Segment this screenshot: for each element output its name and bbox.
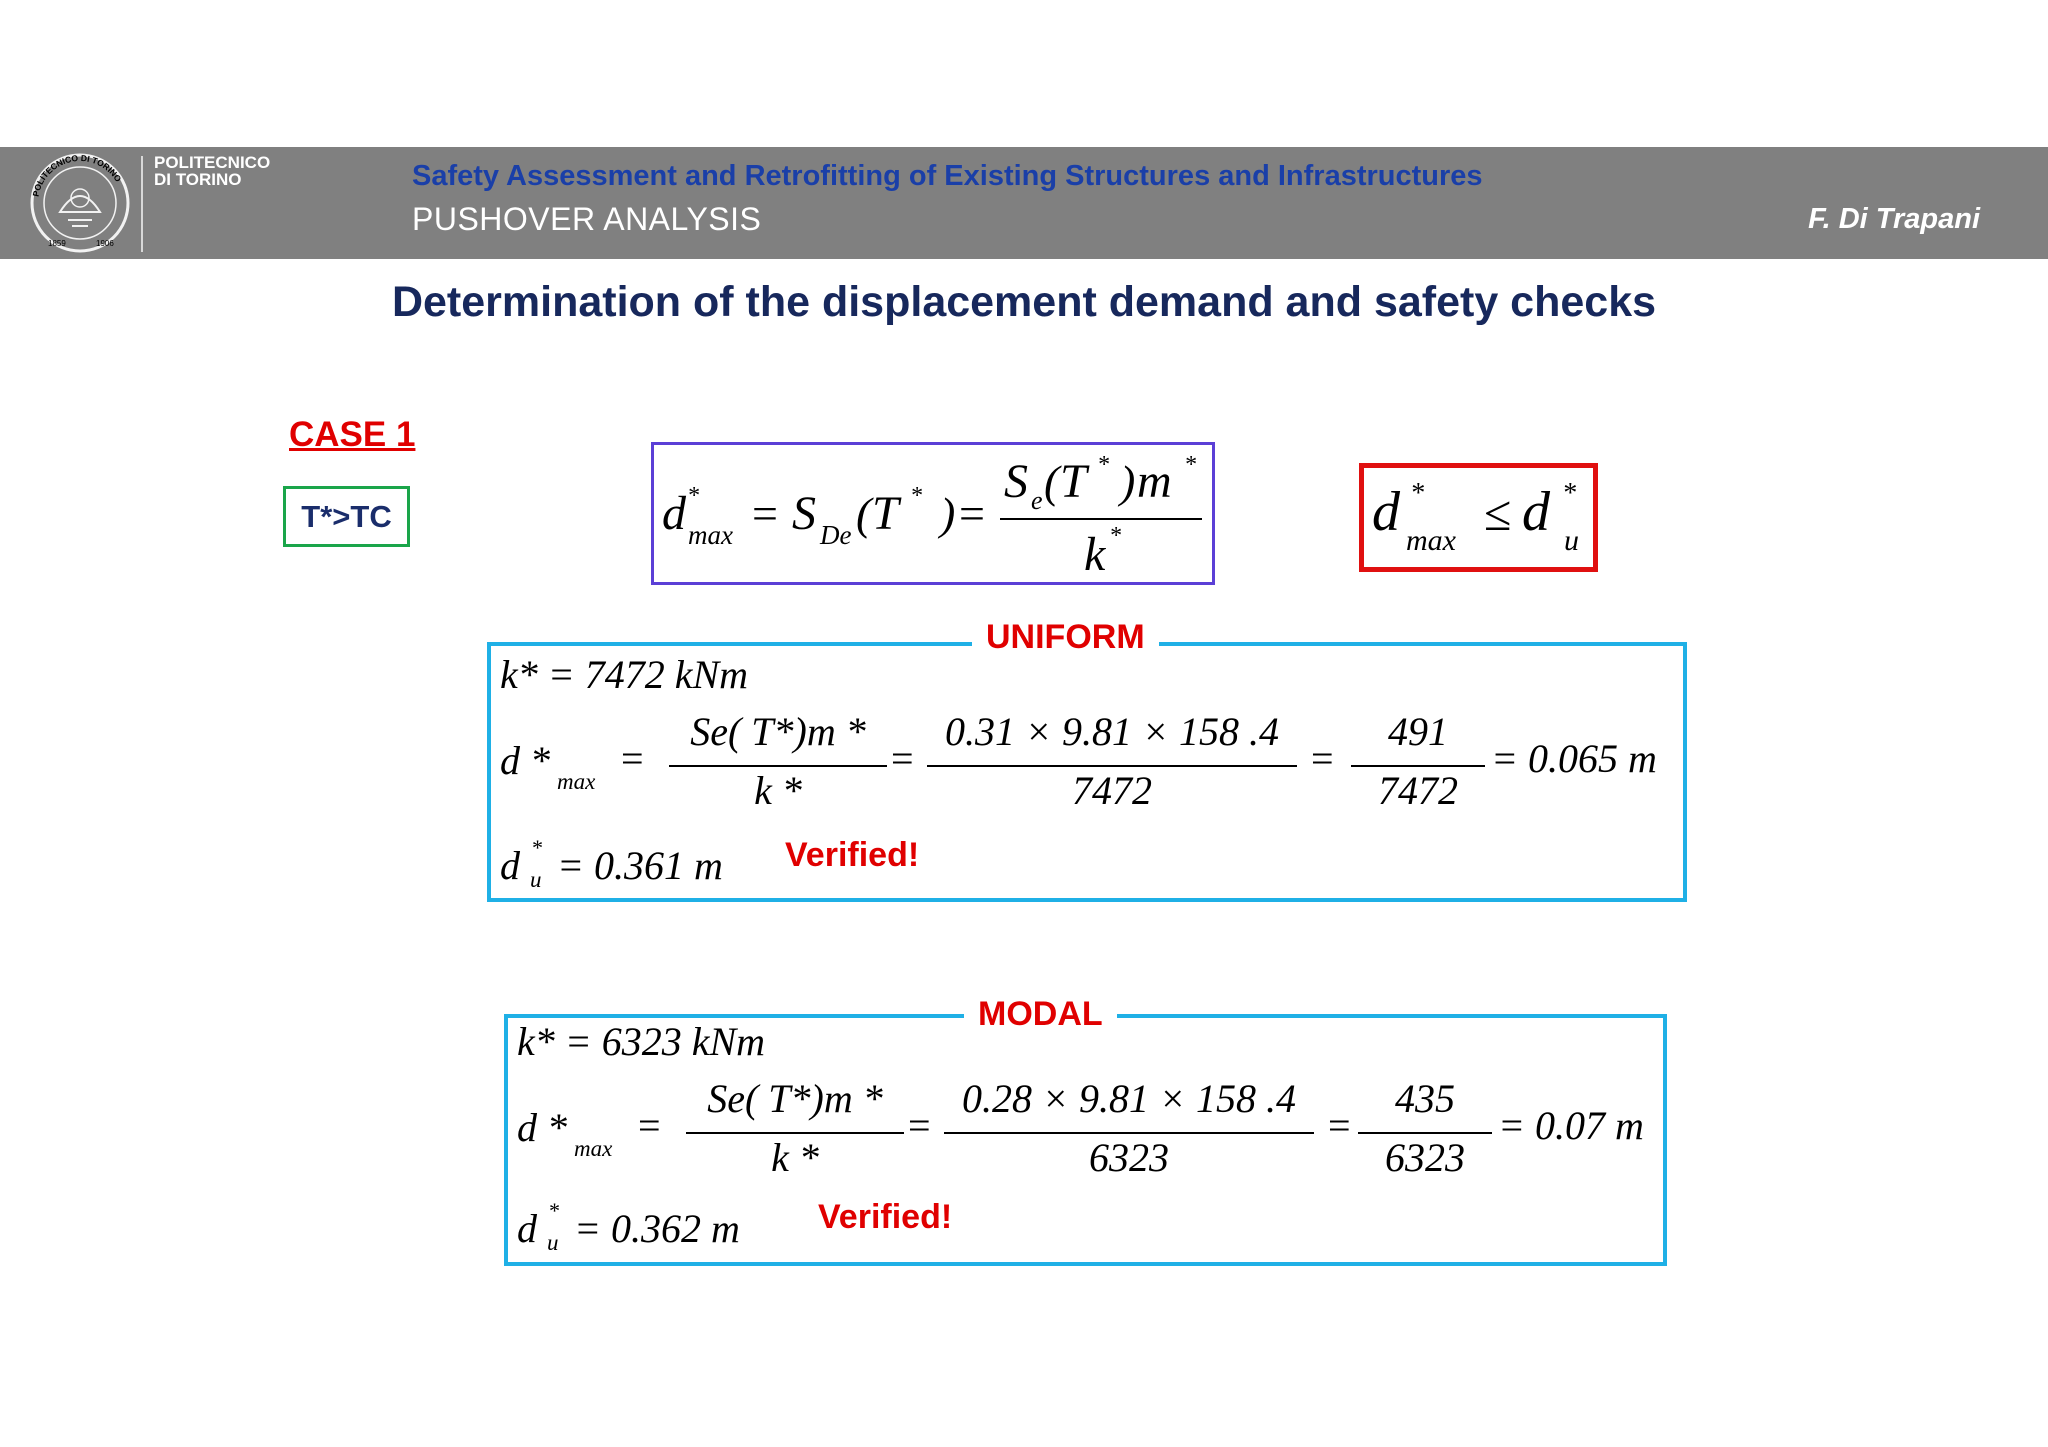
modal-du-star: * [548,1198,559,1223]
modal-du-sub: u [547,1230,559,1255]
uniform-eq-1: = [621,736,644,781]
institution-line-2: DI TORINO [154,170,242,189]
modal-verified-text: Verified! [818,1198,953,1236]
modal-eq-1: = [638,1103,661,1148]
condition-text: T*>TC [301,498,392,534]
modal-eq-3: = [1328,1103,1351,1148]
uniform-k-line: k* = 7472 kNm [500,652,749,697]
condition-box [283,486,410,547]
modal-k-line: k* = 6323 kNm [517,1019,766,1064]
modal-frac1-den: k * [771,1135,819,1180]
uniform-d-sub: max [557,769,596,794]
displacement-formula-box [651,442,1215,585]
formula-k-star: * [1109,523,1121,549]
safety-check-box [1359,463,1598,572]
formula-eq-2: = [959,488,985,539]
institution-wordmark [154,154,270,188]
uniform-du-sub: u [530,867,542,892]
formula-k: k [1084,528,1106,581]
uniform-frac3-num: 491 [1388,709,1448,754]
safety-check-formula [1364,468,1593,567]
formula-T-star-2: * [1097,452,1109,478]
uniform-d-lhs: d * [500,738,550,783]
modal-frac3-den: 6323 [1385,1135,1465,1180]
uniform-verified-text: Verified! [785,836,920,874]
formula-De: De [820,520,852,550]
formula-open-2: ( [1044,456,1060,507]
uniform-calculation-panel [487,642,1687,902]
uniform-result: = 0.065 m [1491,736,1657,781]
uniform-du-star: * [531,835,542,860]
author-name: F. Di Trapani [1808,203,1980,235]
section-title: PUSHOVER ANALYSIS [412,201,762,237]
formula-T-star-1: * [910,483,922,509]
check-d: d [1372,481,1400,543]
uniform-frac1-num: Se( T*)m * [690,709,866,754]
svg-text:POLITECNICO DI TORINO [31,153,124,198]
modal-frac2-den: 6323 [1089,1135,1169,1180]
uniform-du-d: d [500,843,520,888]
formula-d: d [662,487,686,540]
seal-arc-text: POLITECNICO DI TORINO [30,152,124,198]
check-d-u: d [1522,481,1550,543]
formula-eq-1: = [752,488,778,539]
formula-S: S [792,487,816,540]
uniform-frac1-den: k * [754,768,802,813]
formula-m: m [1137,455,1172,508]
modal-du-d: d [517,1206,537,1251]
modal-calculation-panel [504,1014,1667,1266]
case-label: CASE 1 [289,415,416,454]
formula-d-max: max [688,520,733,550]
uniform-du-value: = 0.361 m [557,843,723,888]
modal-d-sub: max [574,1136,613,1161]
formula-close-2: ) [1120,456,1136,507]
slide-title: Determination of the displacement demand and safety checks [391,278,1657,326]
modal-frac3-num: 435 [1395,1076,1455,1121]
formula-m-star: * [1184,452,1196,478]
uniform-eq-3: = [1311,736,1334,781]
modal-frac1-num: Se( T*)m * [707,1076,883,1121]
uniform-frac3-den: 7472 [1378,768,1458,813]
check-u: u [1564,524,1579,557]
uniform-frac2-den: 7472 [1072,768,1152,813]
logo-divider [141,156,143,252]
formula-Se-S: S [1004,455,1028,508]
displacement-formula [654,445,1212,582]
uniform-label: UNIFORM [972,618,1159,657]
modal-d-lhs: d * [517,1105,567,1150]
modal-result: = 0.07 m [1498,1103,1644,1148]
uniform-frac2-num: 0.31 × 9.81 × 158 .4 [945,709,1279,754]
seal-year-right: 1906 [96,239,114,248]
check-max: max [1406,524,1456,557]
university-seal-logo [20,150,140,256]
formula-close-1: ) [940,488,956,539]
modal-frac2-num: 0.28 × 9.81 × 158 .4 [962,1076,1296,1121]
check-leq: ≤ [1484,485,1512,541]
uniform-eq-2: = [891,736,914,781]
formula-Se-e: e [1031,486,1043,515]
check-d-star: * [1410,478,1424,509]
course-title: Safety Assessment and Retrofitting of Existing Structures and Infrastructures [412,160,1483,192]
seal-year-left: 1859 [48,239,66,248]
check-du-star: * [1562,478,1576,509]
formula-T-2: T [1060,455,1087,508]
modal-label: MODAL [964,995,1117,1034]
formula-d-star: * [687,483,699,509]
institution-line-1: POLITECNICO [154,153,271,172]
formula-open-1: ( [856,488,872,539]
modal-eq-2: = [908,1103,931,1148]
formula-T-1: T [872,487,899,540]
modal-du-value: = 0.362 m [574,1206,740,1251]
